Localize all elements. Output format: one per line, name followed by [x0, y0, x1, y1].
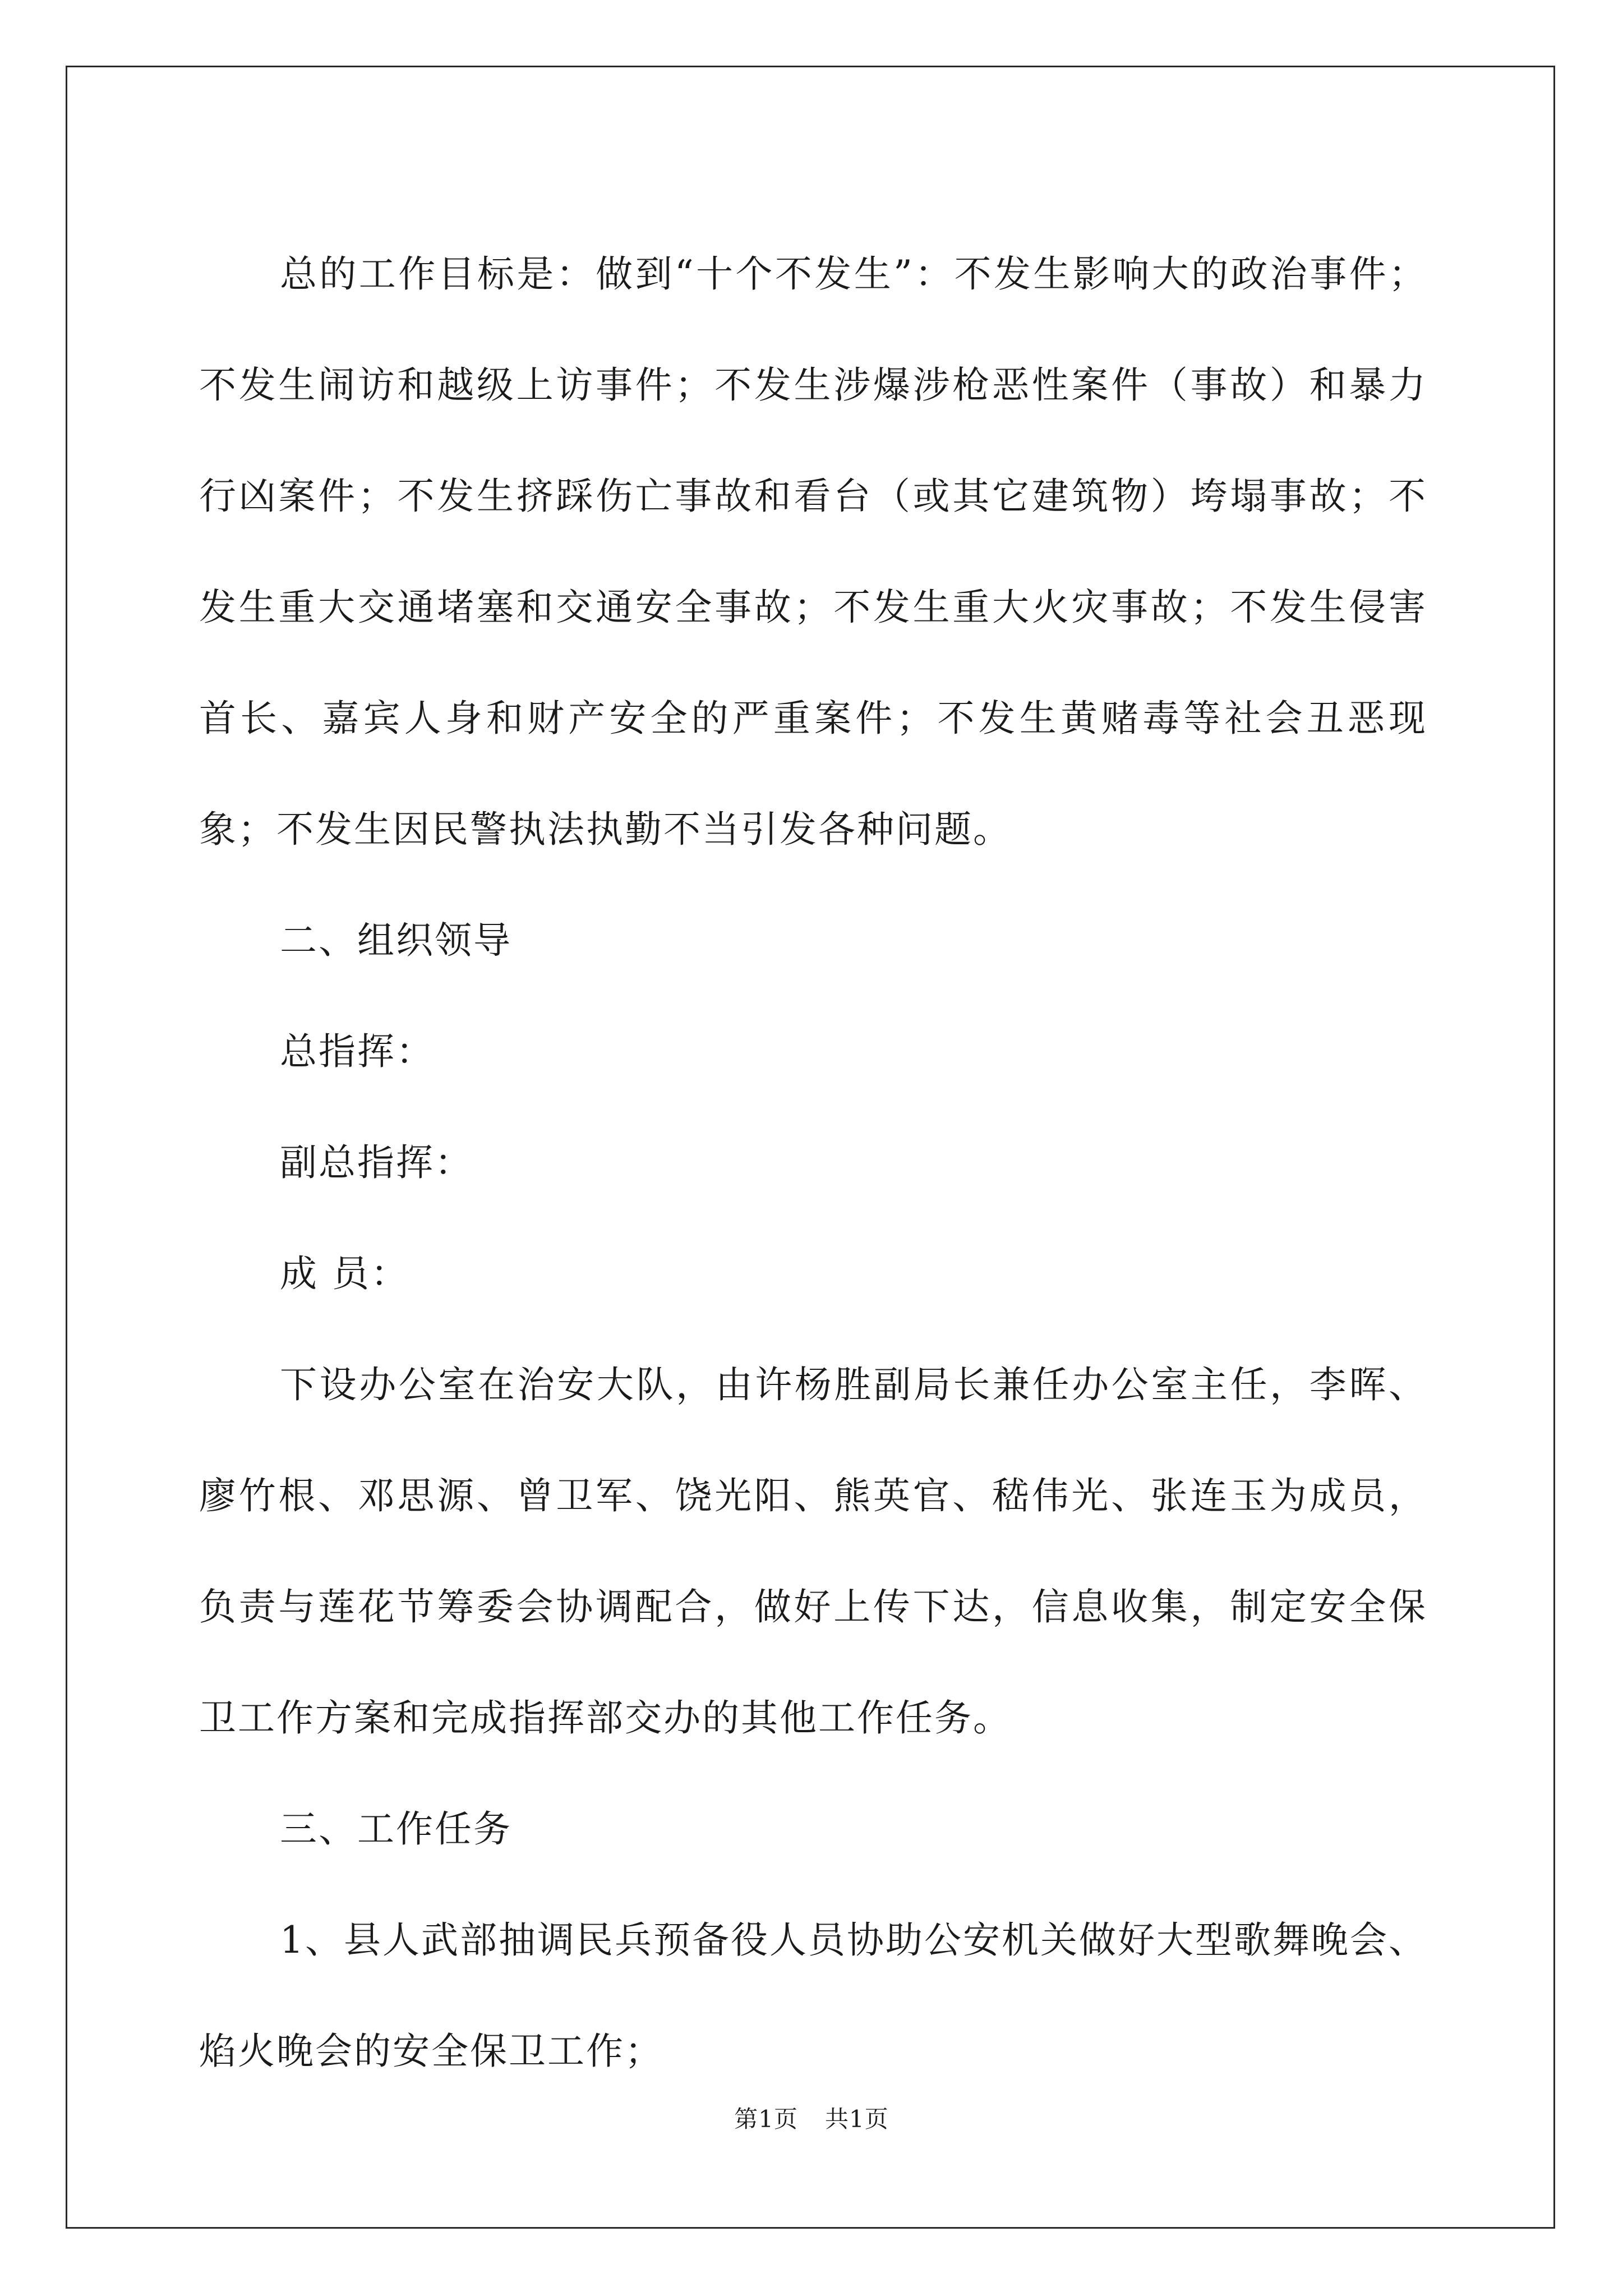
paragraph-deputy-commander: 副总指挥： [280, 1141, 473, 1184]
paragraph-goals: 总的工作目标是：做到“十个不发生”：不发生影响大的政治事件；不发生闹访和越级上访事件；不发生涉爆涉枪恶性案件（事故）和暴力行凶案件；不发生挤踩伤亡事故和看台（或其它建筑物）垮塌事故；不发生重大交通堵塞和交通安全事故；不发生重大火灾事故；不发生侵害首长、嘉宾人身和财产安全的严重案件；不发生黄赌毒等社会丑恶现象；不发生因民警执法执勤不当引发各种问题。 [199, 252, 1427, 851]
paragraph-task-1: 1、县人武部抽调民兵预备役人员协助公安机关做好大型歌舞晚会、焰火晚会的安全保卫工作； [199, 1918, 1427, 2073]
section-heading-organization: 二、组织领导 [280, 919, 512, 962]
section-heading-tasks: 三、工作任务 [280, 1807, 512, 1851]
document-body [199, 219, 1427, 2107]
paragraph-commander: 总指挥： [280, 1030, 435, 1073]
paragraph-members: 成 员： [280, 1252, 409, 1295]
page-total: 共1页 [825, 2105, 889, 2133]
page-number: 第1页 [734, 2105, 798, 2133]
paragraph-office: 下设办公室在治安大队，由许杨胜副局长兼任办公室主任，李晖、廖竹根、邓思源、曾卫军、饶光阳、熊英官、嵇伟光、张连玉为成员，负责与莲花节筹委会协调配合，做好上传下达，信息收集，制定安全保卫工作方案和完成指挥部交办的其他工作任务。 [199, 1363, 1427, 1740]
page-footer [0, 2102, 1623, 2136]
